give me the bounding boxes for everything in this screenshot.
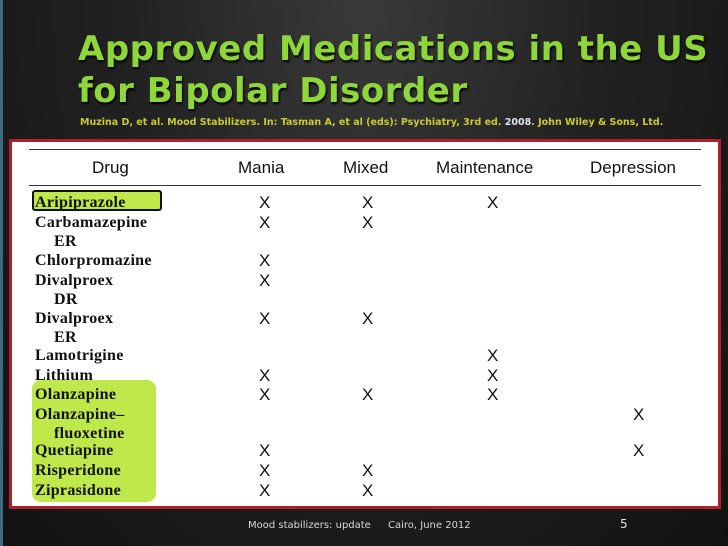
footer-event: Cairo, June 2012 [388,520,471,531]
drug-name-continuation: ER [54,329,77,346]
approval-mark-depression: X [633,441,645,460]
column-header-drug: Drug [92,158,129,177]
column-header-mixed: Mixed [343,158,389,177]
citation-year: 2008 [504,117,532,128]
drug-name: Divalproex [35,272,114,289]
drug-name: Risperidone [35,462,121,479]
drug-name: Ziprasidone [35,482,121,499]
approval-mark-maintenance: X [487,385,499,404]
approval-mark-mixed: X [362,481,374,500]
drug-name-continuation: ER [54,233,77,250]
medication-table [9,139,721,509]
approval-mark-mania: X [259,213,271,232]
approval-mark-maintenance: X [487,193,499,212]
page-number: 5 [620,517,628,531]
approval-mark-mania: X [259,481,271,500]
citation [80,117,720,129]
table-top-rule [29,149,701,150]
drug-name: Aripiprazole [35,194,126,211]
drug-name: Lamotrigine [35,347,124,364]
citation-text: Muzina D, et al. Mood Stabilizers. In: Tasman A, et al (eds): Psychiatry, 3rd ed. [80,117,505,128]
approval-mark-mania: X [259,251,271,270]
approval-mark-mania: X [259,441,271,460]
approval-mark-mixed: X [362,309,374,328]
drug-name: Lithium [35,367,94,384]
table-header-rule [29,185,701,186]
approval-mark-mania: X [259,193,271,212]
column-header-maintenance: Maintenance [436,158,534,177]
approval-mark-mania: X [259,461,271,480]
approval-mark-mania: X [259,309,271,328]
approval-mark-depression: X [633,405,645,424]
approval-mark-mixed: X [362,461,374,480]
drug-name: Quetiapine [35,442,114,459]
approval-mark-mania: X [259,271,271,290]
approval-mark-maintenance: X [487,366,499,385]
slide-title: Approved Medications in the US for Bipolar Disorder [78,29,709,111]
footer-topic: Mood stabilizers: update [248,520,371,531]
citation-publisher: . John Wiley & Sons, Ltd. [531,117,664,128]
left-accent-rule [0,0,3,546]
column-header-depression: Depression [590,158,676,177]
drug-name-continuation: DR [54,291,78,308]
drug-name: Divalproex [35,310,114,327]
drug-name: Olanzapine– [35,406,125,423]
approval-mark-mixed: X [362,193,374,212]
approval-mark-mixed: X [362,385,374,404]
drug-name: Carbamazepine [35,214,148,231]
drug-name: Chlorpromazine [35,252,152,269]
approval-mark-mania: X [259,366,271,385]
drug-name: Olanzapine [35,386,117,403]
drug-name-continuation: fluoxetine [54,425,125,442]
approval-mark-mixed: X [362,213,374,232]
approval-mark-mania: X [259,385,271,404]
column-header-mania: Mania [238,158,285,177]
approval-mark-maintenance: X [487,346,499,365]
